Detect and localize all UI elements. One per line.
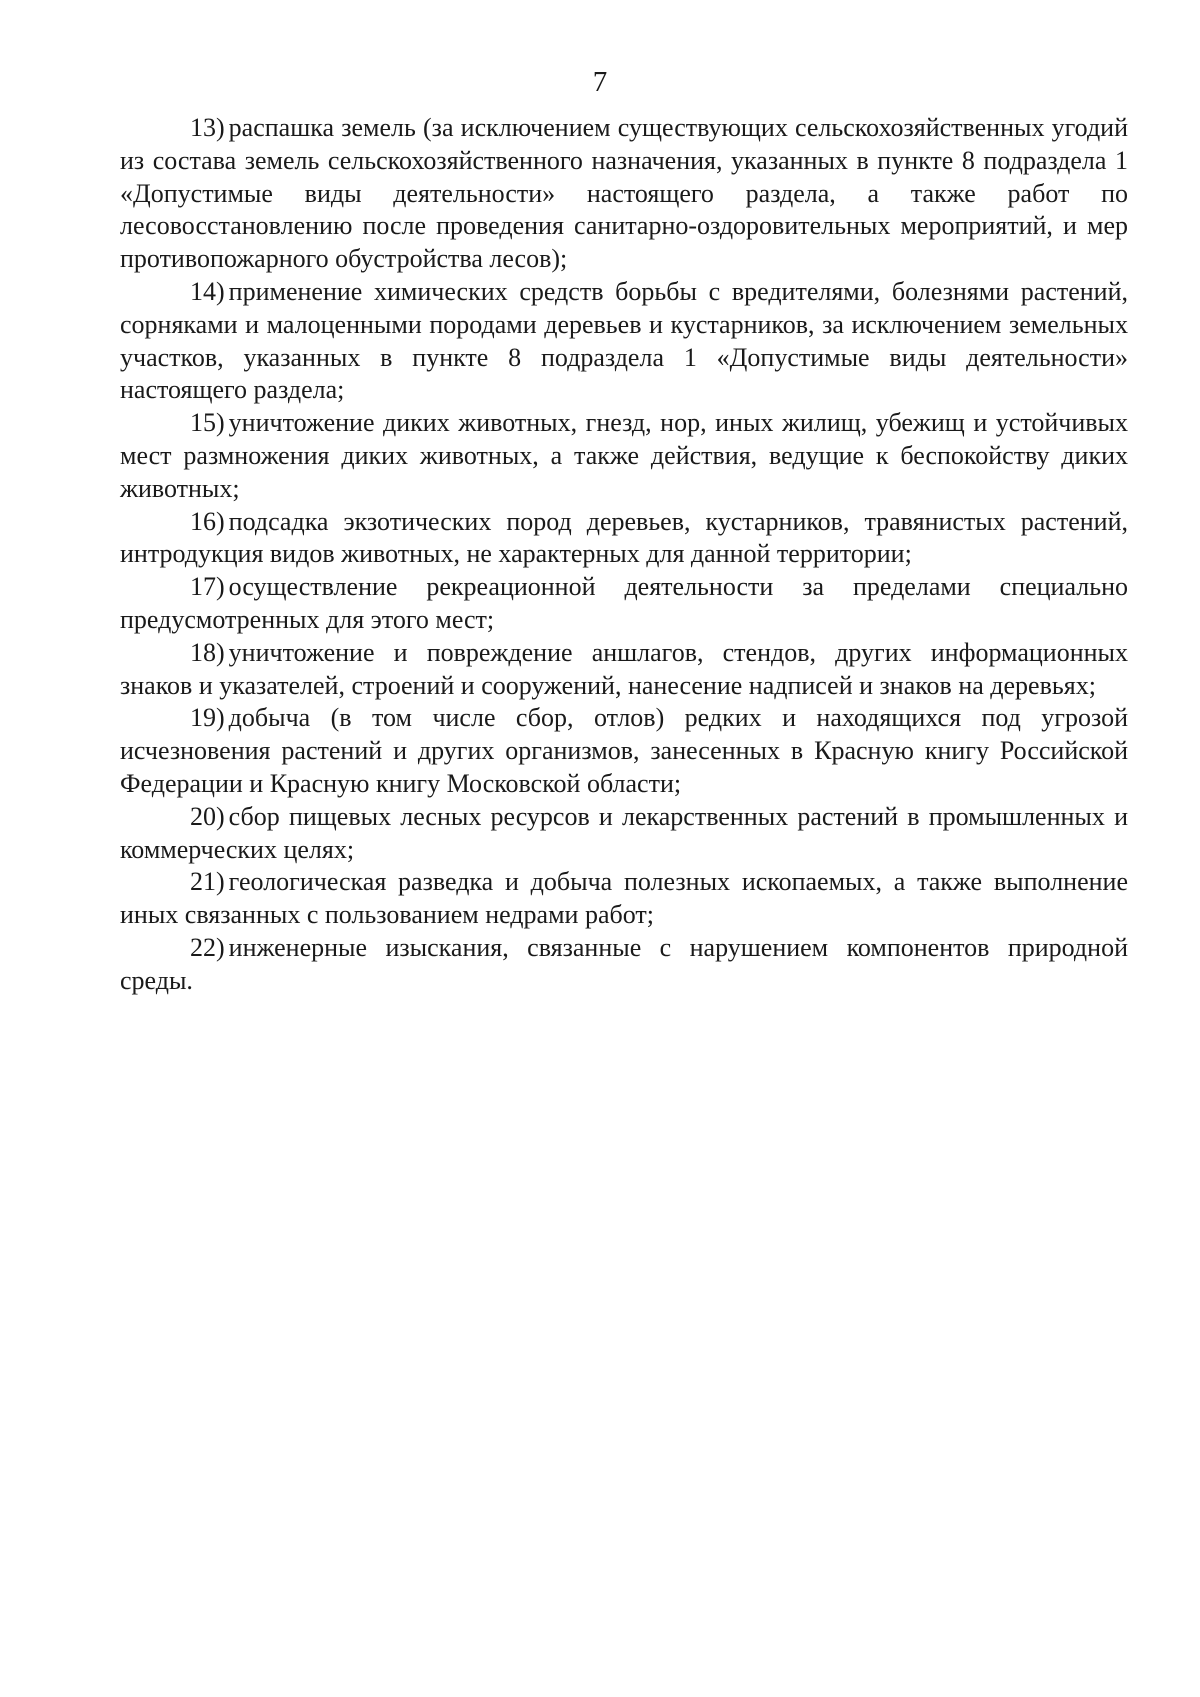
item-number: 20) — [190, 801, 225, 831]
item-text: добыча (в том числе сбор, отлов) редких и находящихся под угрозой исчезновения растений и других организмов, занесенных в Красную книгу Российской Федерации и Красную книгу Московской области; — [120, 703, 1128, 798]
item-text: уничтожение и повреждение аншлагов, стендов, других информационных знаков и указателей, строений и сооружений, нанесение надписей и знаков на деревьях; — [120, 637, 1128, 700]
item-number: 13) — [190, 113, 225, 142]
list-item — [120, 571, 1128, 637]
item-text: осуществление рекреационной деятельности за пределами специально предусмотренных для этого мест; — [120, 572, 1128, 634]
list-item — [120, 407, 1128, 505]
list-item — [120, 112, 1128, 276]
item-text: геологическая разведка и добыча полезных ископаемых, а также выполнение иных связанных с пользованием недрами работ; — [120, 867, 1128, 930]
item-number: 22) — [190, 932, 225, 962]
item-text: уничтожение диких животных, гнезд, нор, иных жилищ, убежищ и устойчивых мест размножения диких животных, а также действия, ведущие к беспокойству диких животных; — [120, 408, 1128, 503]
item-number: 15) — [190, 408, 225, 438]
page-number: 7 — [592, 66, 608, 98]
item-text: сбор пищевых лесных ресурсов и лекарственных растений в промышленных и коммерческих целях; — [120, 801, 1128, 864]
list-item — [120, 276, 1128, 407]
list-item — [120, 801, 1128, 867]
item-text: инженерные изыскания, связанные с нарушением компонентов природной среды. — [120, 932, 1128, 995]
prohibited-activities-list — [120, 112, 1128, 998]
item-number: 21) — [190, 867, 225, 897]
list-item — [120, 506, 1128, 572]
item-text: подсадка экзотических пород деревьев, кустарников, травянистых растений, интродукция видов животных, не характерных для данной территории; — [120, 506, 1128, 569]
list-item — [120, 702, 1128, 800]
item-number: 19) — [190, 703, 225, 733]
item-text: применение химических средств борьбы с вредителями, болезнями растений, сорняками и малоценными породами деревьев и кустарников, за исключением земельных участков, указанных в пункте 8 подраздела 1 «Допустимые виды деятельности» настоящего раздела; — [120, 276, 1128, 405]
list-item — [120, 932, 1128, 998]
item-number: 18) — [190, 637, 225, 667]
list-item — [120, 866, 1128, 932]
item-number: 17) — [190, 572, 225, 602]
item-number: 14) — [190, 276, 225, 306]
item-number: 16) — [190, 506, 225, 536]
list-item — [120, 637, 1128, 703]
item-text: распашка земель (за исключением существующих сельскохозяйственных угодий из состава земель сельскохозяйственного назначения, указанных в пункте 8 подраздела 1 «Допустимые виды деятельности» настоящего раздела, а также работ по лесовосстановлению после проведения санитарно-оздоровительных мероприятий, и мер противопожарного обустройства лесов); — [120, 113, 1128, 274]
